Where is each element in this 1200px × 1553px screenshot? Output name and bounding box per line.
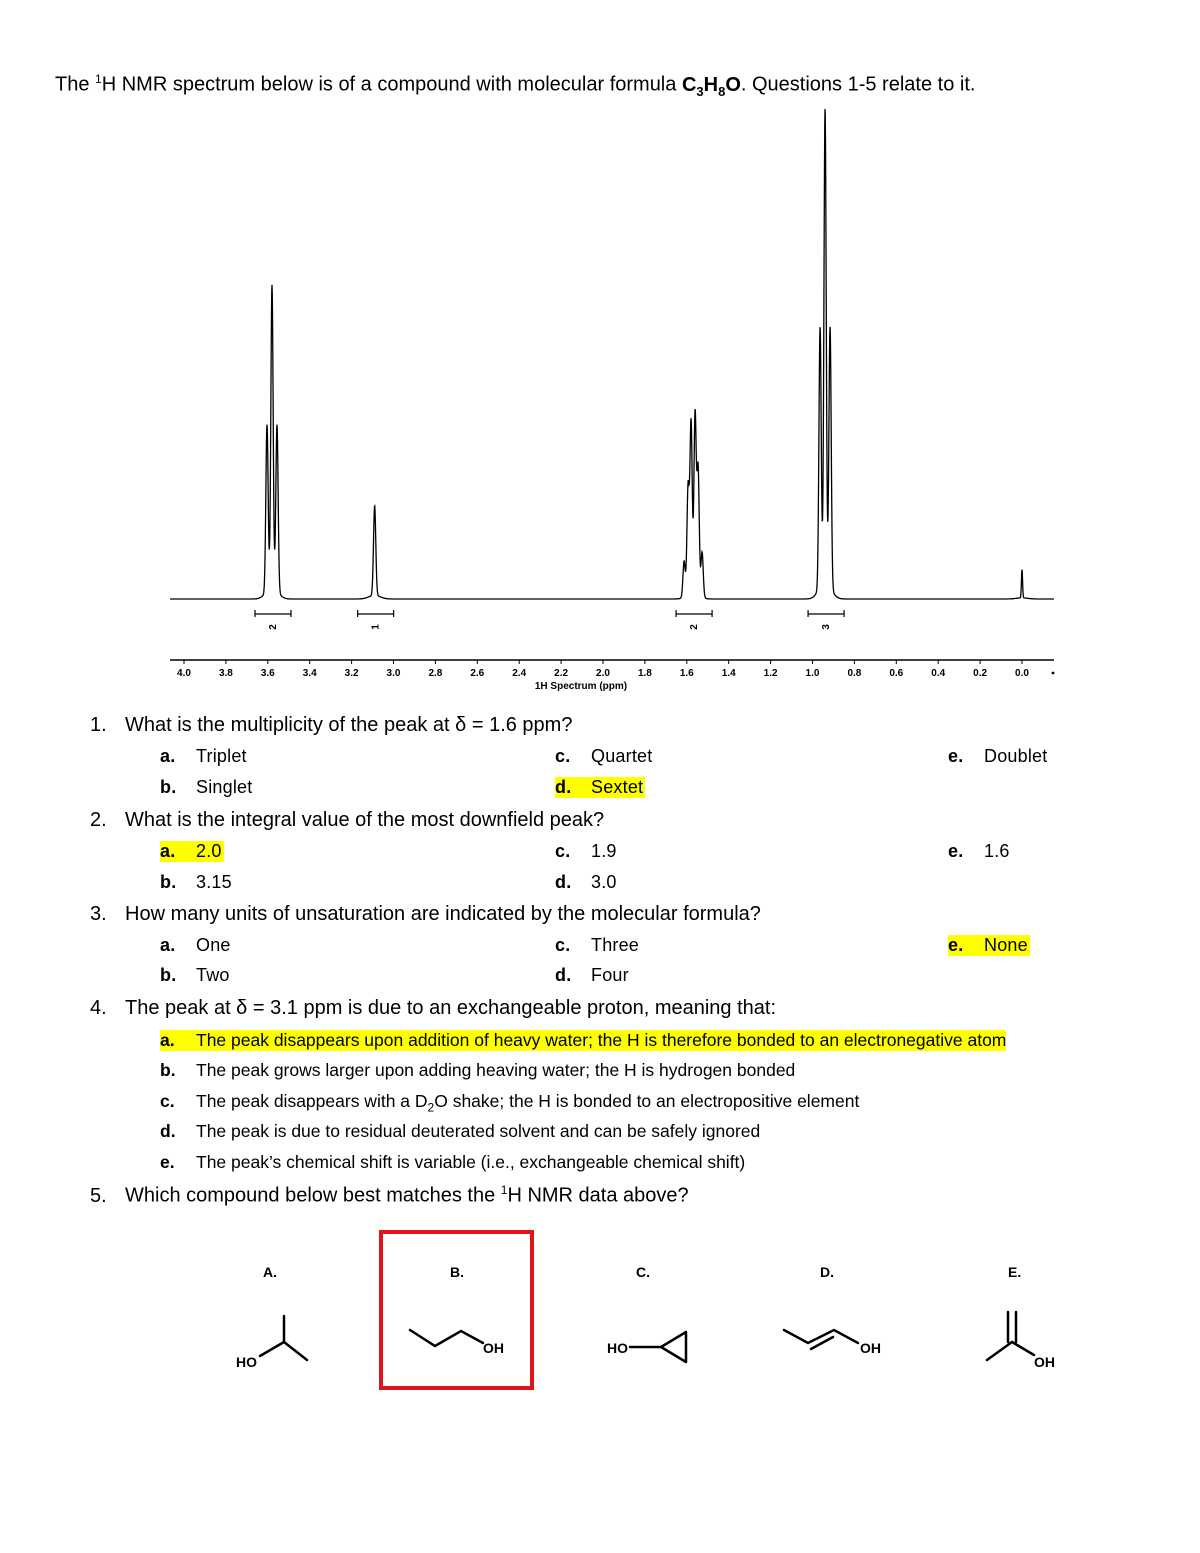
spectrum-tick-label: 0.4 [931, 668, 946, 679]
spectrum-axis-end-dot [1052, 672, 1055, 675]
q1-option-a[interactable]: a. Triplet [160, 746, 247, 766]
q2-option-a-selected[interactable]: a. 2.0 [160, 841, 222, 861]
q4-option-c[interactable]: c. The peak disappears with a $D_2O$ shake; the H is bonded to an electropositive element [160, 1091, 860, 1115]
q3-option-d[interactable]: d. Four [555, 965, 629, 985]
q3-option-c[interactable]: c. Three [555, 935, 640, 955]
compound-a-hydroxyl: HO [236, 1354, 257, 1370]
answer-box [381, 1232, 532, 1388]
q3-option-a[interactable]: a. One [160, 935, 231, 955]
compound-c-hydroxyl: HO [607, 1340, 628, 1356]
compound-b-hydroxyl: OH [483, 1340, 504, 1356]
spectrum-tick-label: 1.2 [763, 668, 778, 679]
question-3: 3. How many units of unsaturation are indicated by the molecular formula? [90, 903, 761, 925]
spectrum-tick-label: 0.8 [847, 668, 862, 679]
compound-d-hydroxyl: OH [860, 1340, 881, 1356]
nmr-spectrum-chart [0, 0, 1200, 700]
spectrum-tick-label: 3.0 [386, 668, 401, 679]
question-4: 4. The peak at δ = 3.1 ppm is due to an exchangeable proton, meaning that: [90, 997, 777, 1019]
compound-c-structure[interactable] [630, 1332, 686, 1362]
integral-label: 3 [821, 624, 833, 630]
spectrum-tick-label: 1.4 [721, 668, 736, 679]
q4-option-a-selected[interactable]: a. The peak disappears upon addition of heavy water; the H is therefore bonded to an electronegative atom [160, 1030, 1007, 1050]
spectrum-tick-label: 2.8 [428, 668, 443, 679]
compound-e-structure[interactable] [987, 1312, 1034, 1360]
q1-option-d-selected[interactable]: d. Sextet [555, 777, 644, 797]
q3-option-e-selected[interactable]: e. None [948, 935, 1028, 955]
intro-text: The $^1$H NMR spectrum below is of a compound with molecular formula $C_3H_8O$. Questions 1-5 relate to it. [55, 72, 976, 99]
integral-bracket [808, 610, 844, 617]
q1-option-c[interactable]: c. Quartet [555, 746, 653, 766]
spectrum-tick-label: 4.0 [177, 668, 191, 679]
question-5: 5. Which compound below best matches the $^1$H NMR data above? [90, 1183, 689, 1207]
q2-option-d[interactable]: d. 3.0 [555, 872, 617, 892]
compound-e-hydroxyl: OH [1034, 1354, 1055, 1370]
spectrum-tick-label: 1.8 [637, 668, 652, 679]
integral-bracket [358, 610, 394, 617]
spectrum-tick-label: 2.4 [512, 668, 527, 679]
compound-c-label: C. [636, 1264, 650, 1280]
q4-option-e[interactable]: e. The peak’s chemical shift is variable (i.e., exchangeable chemical shift) [160, 1152, 746, 1172]
spectrum-tick-label: 3.6 [260, 668, 275, 679]
q2-option-b[interactable]: b. 3.15 [160, 872, 232, 892]
spectrum-trace [170, 109, 1054, 599]
spectrum-integrals [255, 610, 844, 630]
q4-option-b[interactable]: b. The peak grows larger upon adding heaving water; the H is hydrogen bonded [160, 1060, 796, 1080]
compound-b-structure[interactable] [410, 1330, 483, 1346]
compound-b-label: B. [450, 1264, 464, 1280]
integral-label: 2 [689, 624, 701, 630]
compound-e-label: E. [1008, 1264, 1022, 1280]
spectrum-tick-label: 0.0 [1015, 668, 1029, 679]
q1-option-b[interactable]: b. Singlet [160, 777, 253, 797]
q2-option-c[interactable]: c. 1.9 [555, 841, 617, 861]
question-2: 2. What is the integral value of the most downfield peak? [90, 809, 605, 831]
spectrum-tick-label: 3.4 [302, 668, 317, 679]
compound-a-structure[interactable] [260, 1316, 307, 1360]
q3-option-b[interactable]: b. Two [160, 965, 230, 985]
spectrum-x-axis-label: 1H Spectrum (ppm) [534, 681, 628, 692]
integral-label: 2 [267, 624, 279, 630]
q2-option-e[interactable]: e. 1.6 [948, 841, 1010, 861]
spectrum-tick-label: 2.0 [596, 668, 610, 679]
compound-d-structure[interactable] [784, 1330, 858, 1349]
spectrum-tick-label: 2.6 [470, 668, 485, 679]
compound-a-label: A. [263, 1264, 277, 1280]
spectrum-tick-label: 3.8 [218, 668, 233, 679]
integral-bracket [676, 610, 712, 617]
spectrum-tick-label: 2.2 [554, 668, 569, 679]
spectrum-tick-label: 1.6 [679, 668, 694, 679]
spectrum-tick-label: 0.6 [889, 668, 904, 679]
integral-bracket [255, 610, 291, 617]
question-1: 1. What is the multiplicity of the peak at δ = 1.6 ppm? [90, 714, 573, 736]
q1-option-e[interactable]: e. Doublet [948, 746, 1048, 766]
integral-label: 1 [370, 624, 382, 630]
spectrum-tick-labels [177, 660, 1054, 679]
compound-d-label: D. [820, 1264, 834, 1280]
q4-option-d[interactable]: d. The peak is due to residual deuterated solvent and can be safely ignored [160, 1121, 761, 1141]
spectrum-tick-label: 3.2 [344, 668, 359, 679]
spectrum-tick-label: 1.0 [805, 668, 820, 679]
spectrum-tick-label: 0.2 [973, 668, 988, 679]
